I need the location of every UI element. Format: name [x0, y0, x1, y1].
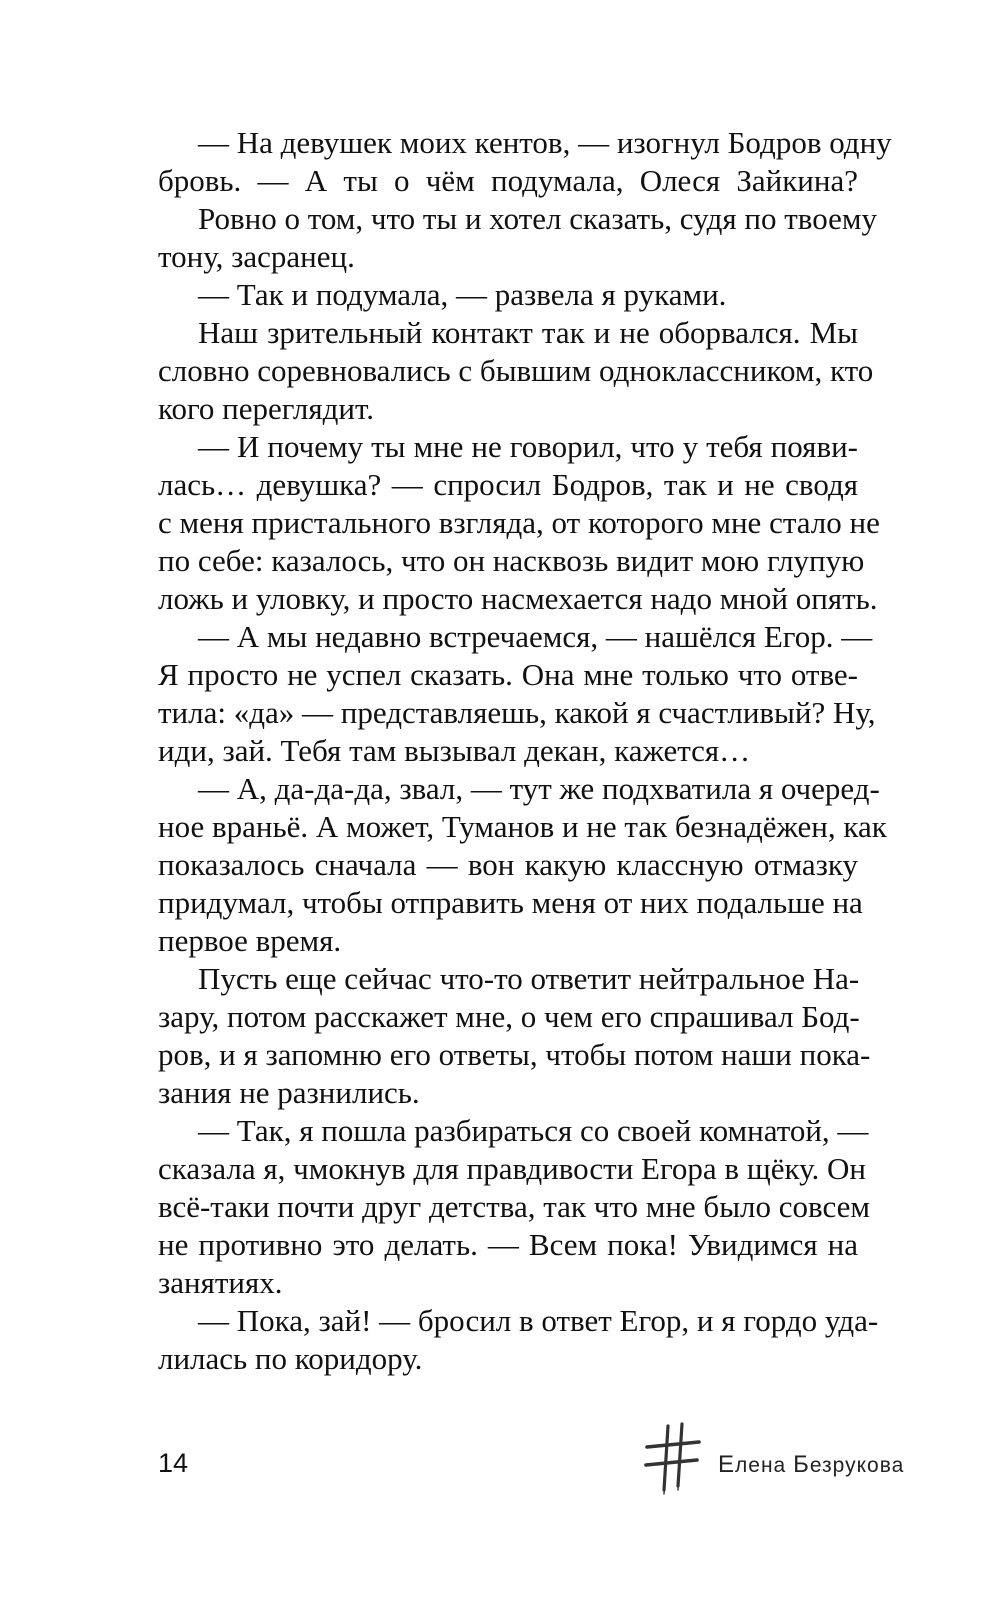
text-line: бровь. — А ты о чём подумала, Олеся Зайкина? — [158, 163, 858, 198]
text-line: иди, зай. Тебя там вызывал декан, кажется… — [158, 733, 751, 768]
text-line: словно соревновались с бывшим одноклассником, кто — [158, 353, 874, 388]
text-line: лась… девушка? — спросил Бодров, так и не сводя — [158, 467, 858, 502]
text-line: ров, и я запомню его ответы, чтобы потом наши пока- — [158, 1037, 871, 1072]
author-surname-rest: езрукова — [809, 1454, 905, 1477]
author-name — [718, 1452, 904, 1479]
text-line: тону, засранец. — [158, 239, 355, 274]
text-line: Ровно о том, что ты и хотел сказать, судя по твоему — [198, 201, 877, 236]
text-line: — И почему ты мне не говорил, что у тебя появи- — [198, 429, 858, 464]
text-line: Наш зрительный контакт так и не оборвался. Мы — [198, 315, 858, 350]
text-line: Пусть еще сейчас что-то ответит нейтральное На- — [198, 961, 860, 996]
text-line: — А мы недавно встречаемся, — нашёлся Егор. — — [198, 619, 873, 654]
text-line: сказала я, чмокнув для правдивости Егора в щёку. Он — [158, 1151, 866, 1186]
text-line: не противно это делать. — Всем пока! Увидимся на — [158, 1227, 858, 1262]
hash-logo-icon — [644, 1420, 702, 1496]
page-number: 14 — [158, 1448, 189, 1478]
text-line: всё-таки почти друг детства, так что мне было совсем — [158, 1189, 870, 1224]
text-line: ложь и уловку, и просто насмехается надо мной опять. — [158, 581, 878, 616]
text-line: с меня пристального взгляда, от которого мне стало не — [158, 505, 880, 540]
text-line: — Так и подумала, — развела я руками. — [198, 277, 727, 312]
text-line: по себе: казалось, что он насквозь видит мою глупую — [158, 543, 865, 578]
text-line: первое время. — [158, 923, 342, 958]
text-line: — Так, я пошла разбираться со своей комнатой, — — [198, 1113, 869, 1148]
text-line: показалось сначала — вон какую классную отмазку — [158, 847, 858, 882]
author-first-name-rest: лена — [735, 1454, 794, 1477]
text-line: Я просто не успел сказать. Она мне только что отве- — [158, 657, 858, 692]
text-line: лилась по коридору. — [158, 1341, 423, 1376]
text-line: — А, да-да-да, звал, — тут же подхватила я очеред- — [198, 771, 880, 806]
text-line: зару, потом расскажет мне, о чем его спрашивал Бод- — [158, 999, 860, 1034]
text-line: — Пока, зай! — бросил в ответ Егор, и я гордо уда- — [198, 1303, 879, 1338]
text-line: тила: «да» — представляешь, какой я счастливый? Ну, — [158, 695, 876, 730]
text-line: кого переглядит. — [158, 391, 374, 426]
text-line: придумал, чтобы отправить меня от них подальше на — [158, 885, 863, 920]
author-initial: Е — [718, 1451, 736, 1478]
text-line: зания не разнились. — [158, 1075, 420, 1110]
text-line: — На девушек моих кентов, — изогнул Бодров одну — [198, 125, 892, 160]
text-line: ное враньё. А может, Туманов и не так безнадёжен, как — [158, 809, 887, 844]
author-surname-initial: Б — [793, 1451, 810, 1478]
text-line: занятиях. — [158, 1265, 283, 1300]
